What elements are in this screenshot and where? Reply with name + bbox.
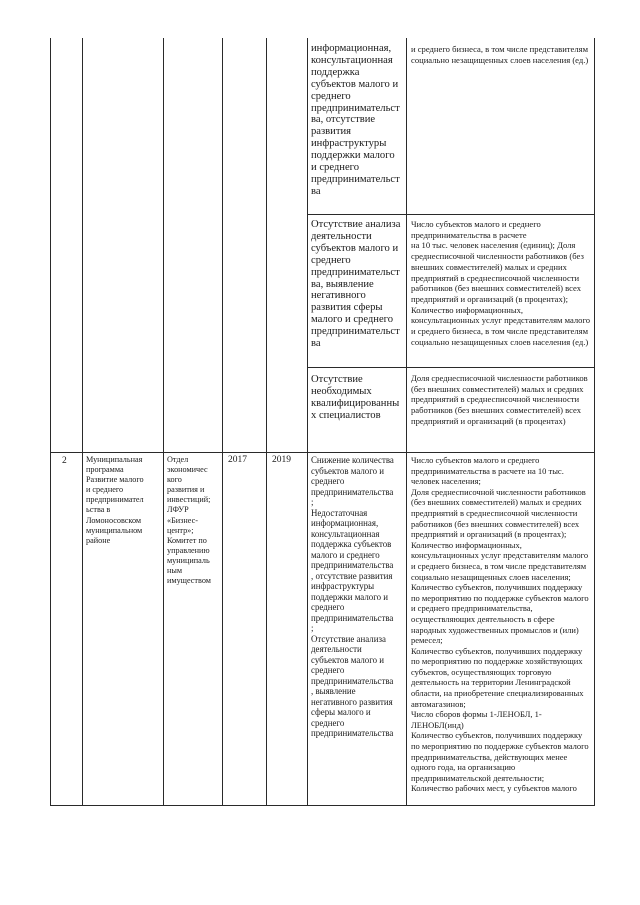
row-divider-c [50, 452, 595, 453]
executor-cell: Отдел экономичес кого развития и инвестиций; ЛФУР «Бизнес- центр»; Комитет по управлению муниципаль ным имуществом [167, 455, 211, 586]
row-divider-a [307, 214, 595, 215]
column-divider-5 [307, 38, 308, 805]
year-end-cell: 2019 [272, 455, 291, 465]
table-border-right [594, 38, 595, 805]
indicators-cell: Число субъектов малого и среднего предпринимательства в расчете на 10 тыс. человек населения; Доля среднесписочной численности работников (без внешних совместителей) малых и средних предприятий в среднесписочной численности работников (без внешних совместителей) всех предприятий и организаций (в процентах); Количество информационных, консультационных услуг представителям малого и среднего бизнеса, в том числе представителям социально незащищенных слоев населения; Количество субъектов, получивших поддержку по мероприятию по поддержке субъектов малого и среднего предпринимательства, осуществляющих деятельность в сфере народных художественных промыслов и (или) ремесел; Количество субъектов, получивших поддержку по мероприятию по поддержке хозяйствующих субъектов, осуществляющих торговую деятельность на территории Ленинградской области, на приобретение специализированных автомагазинов; Число сборов формы 1-ЛЕНОБЛ, 1- ЛЕНОБЛ(инд) Количество субъектов, получивших поддержку по мероприятию по поддержке субъектов малого предпринимательства, действующих менее одного года, на организацию предпринимательской деятельности; Количество рабочих мест, у субъектов малого [411, 455, 589, 794]
indicator-cell-3: Доля среднесписочной численности работников (без внешних совместителей) малых и средних предприятий в среднесписочной численности работников (без внешних совместителей) всех предприятий и организаций (в процентах) [411, 373, 588, 426]
program-name-cell: Муниципальная программа Развитие малого и среднего предпринимател ьства в Ломоносовском муниципальном районе [86, 455, 144, 545]
problem-cell-3: Отсутствие необходимых квалифицированны х специалистов [311, 374, 400, 421]
column-divider-1 [82, 38, 83, 805]
problems-cell: Снижение количества субъектов малого и среднего предпринимательства ; Недостаточная информационная, консультационная поддержка субъектов малого и среднего предпринимательства , отсутствие развития инфраструктуры поддержки малого и среднего предпринимательства ; Отсутствие анализа деятельности субъектов малого и среднего предпринимательства , выявление негативного развития сферы малого и среднего предпринимательства [311, 455, 394, 738]
problem-cell-2: Отсутствие анализа деятельности субъектов малого и среднего предпринимательст ва, выявление негативного развития сферы малого и среднего предпринимательст ва [311, 219, 401, 350]
row-divider-b [307, 367, 595, 368]
column-divider-2 [163, 38, 164, 805]
table-border-left [50, 38, 51, 805]
row-number: 2 [62, 456, 67, 466]
problem-cell-1: информационная, консультационная поддержка субъектов малого и среднего предпринимательст ва, отсутствие развития инфраструктуры поддержки малого и среднего предпринимательст ва [311, 43, 400, 197]
year-start-cell: 2017 [228, 455, 247, 465]
indicator-cell-1: и среднего бизнеса, в том числе представителям социально незащищенных слоев населения (ед.) [411, 44, 589, 65]
column-divider-3 [222, 38, 223, 805]
indicator-cell-2: Число субъектов малого и среднего предпринимательства в расчете на 10 тыс. человек населения (единиц); Доля среднесписочной численности работников (без внешних совместителей) малых и средних предприятий в среднесписочной численности работников (без внешних совместителей) всех предприятий и организаций (в процентах); Количество информационных, консультационных услуг представителям малого и среднего бизнеса, в том числе представителям социально незащищенных слоев населения (ед.) [411, 219, 591, 347]
column-divider-6 [406, 38, 407, 805]
column-divider-4 [266, 38, 267, 805]
table-border-bottom [50, 805, 595, 806]
